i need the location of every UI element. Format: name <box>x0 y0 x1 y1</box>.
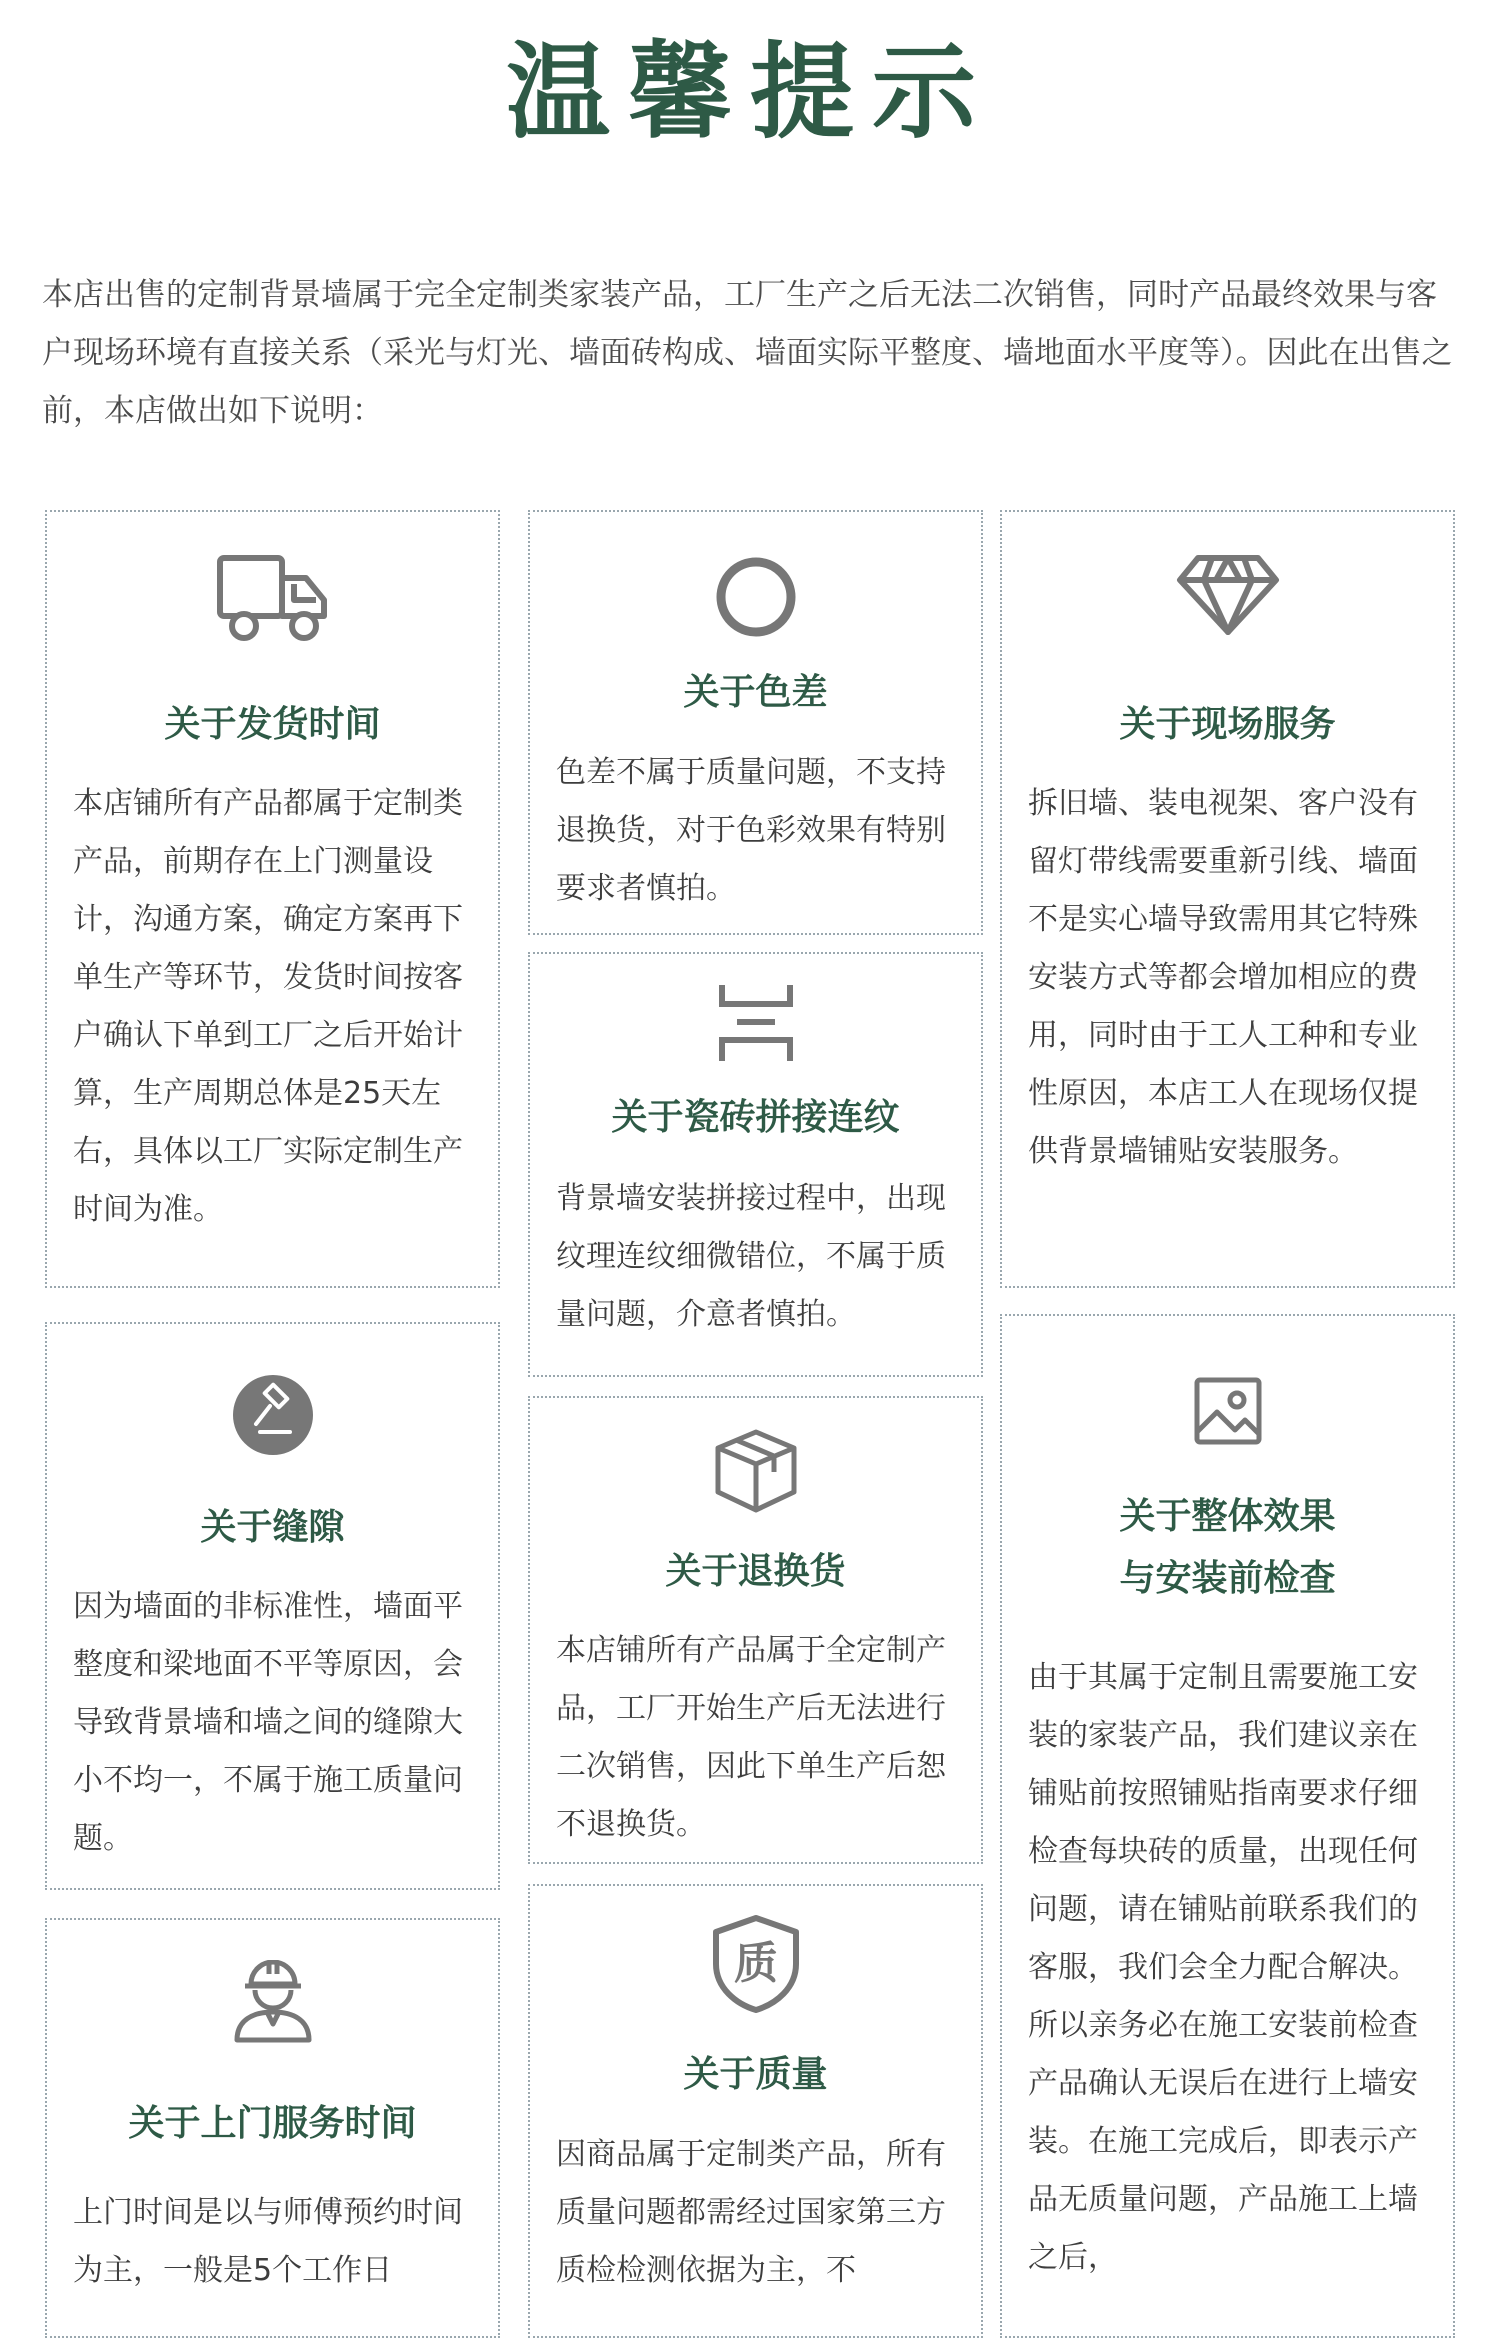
card-gap-title: 关于缝隙 <box>200 1507 345 1548</box>
tile-seam-icon <box>530 984 981 1064</box>
card-onsite <box>1000 510 1455 1288</box>
card-color-title: 关于色差 <box>683 672 828 713</box>
card-overall-body: 由于其属于定制且需要施工安装的家装产品，我们建议亲在铺贴前按照铺贴指南要求仔细检查每块砖的质量，出现任何问题，请在铺贴前联系我们的客服，我们会全力配合解决。所以亲务必在施工安装前检查产品确认无误后在进行上墙安装。在施工完成后，即表示产品无质量问题，产品施工上墙之后， <box>1028 1660 1418 2275</box>
card-shipping <box>45 510 500 1288</box>
card-shipping-body: 本店铺所有产品都属于定制类产品，前期存在上门测量设计，沟通方案，确定方案再下单生产等环节，发货时间按客户确认下单到工厂之后开始计算，生产周期总体是25天左右，具体以工厂实际定制生产时间为准。 <box>73 786 463 1227</box>
card-shipping-title: 关于发货时间 <box>164 704 381 745</box>
circle-icon <box>530 556 981 638</box>
card-gap-body: 因为墙面的非标准性，墙面平整度和梁地面不平等原因，会导致背景墙和墙之间的缝隙大小不均一，不属于施工质量问题。 <box>73 1589 463 1856</box>
quality-badge-text: 质 <box>733 1938 778 1989</box>
box-icon <box>530 1420 981 1520</box>
truck-icon <box>47 552 498 648</box>
page-title: 温馨提示 <box>505 31 994 153</box>
card-return-title: 关于退换货 <box>665 1551 846 1592</box>
card-overall-title-line2: 与安装前检查 <box>1119 1558 1336 1599</box>
card-quality <box>528 1884 983 2338</box>
card-tile-body: 背景墙安装拼接过程中，出现纹理连纹细微错位，不属于质量问题，介意者慎拍。 <box>556 1181 946 1332</box>
worker-icon <box>47 1960 498 2044</box>
card-overall <box>1000 1314 1455 2338</box>
card-quality-title: 关于质量 <box>683 2054 828 2095</box>
quality-shield-icon <box>530 1914 981 2014</box>
card-onsite-title: 关于现场服务 <box>1119 704 1336 745</box>
card-overall-title-line1: 关于整体效果 <box>1119 1496 1336 1537</box>
card-return <box>528 1396 983 1864</box>
card-color <box>528 510 983 935</box>
card-tile-title: 关于瓷砖拼接连纹 <box>611 1097 900 1138</box>
card-visit-body: 上门时间是以与师傅预约时间为主，一般是5个工作日 <box>73 2195 463 2288</box>
card-onsite-body: 拆旧墙、装电视架、客户没有留灯带线需要重新引线、墙面不是实心墙导致需用其它特殊安装方式等都会增加相应的费用，同时由于工人工种和专业性原因，本店工人在现场仅提供背景墙铺贴安装服务。 <box>1028 786 1418 1169</box>
card-return-body: 本店铺所有产品属于全定制产品，工厂开始生产后无法进行二次销售，因此下单生产后恕不退换货。 <box>556 1633 946 1842</box>
intro-paragraph: 本店出售的定制背景墙属于完全定制类家装产品，工厂生产之后无法二次销售，同时产品最终效果与客户现场环境有直接关系（采光与灯光、墙面砖构成、墙面实际平整度、墙地面水平度等）。因此在出售之前，本店做出如下说明： <box>42 277 1453 429</box>
card-color-body: 色差不属于质量问题，不支持退换货，对于色彩效果有特别要求者慎拍。 <box>556 755 946 906</box>
diamond-icon <box>1002 552 1453 636</box>
card-tile <box>528 952 983 1377</box>
image-icon <box>1002 1376 1453 1446</box>
hammer-icon <box>47 1374 498 1456</box>
card-visit <box>45 1918 500 2338</box>
card-gap <box>45 1322 500 1890</box>
card-visit-title: 关于上门服务时间 <box>128 2103 417 2144</box>
card-quality-body: 因商品属于定制类产品，所有质量问题都需经过国家第三方质检检测依据为主，不 <box>556 2137 946 2288</box>
